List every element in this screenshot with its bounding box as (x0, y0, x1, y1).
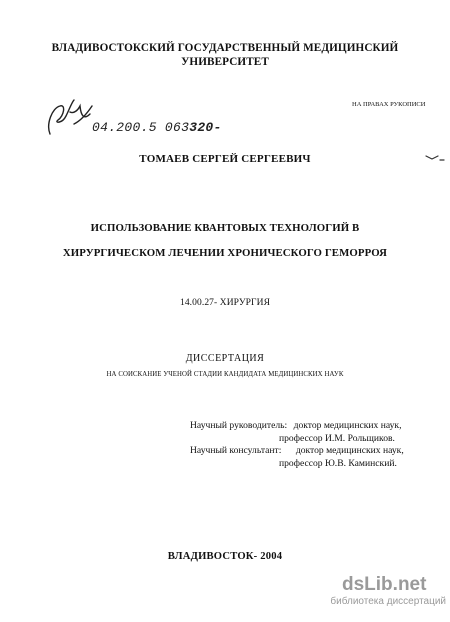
thesis-title-line-2: ХИРУРГИЧЕСКОМ ЛЕЧЕНИИ ХРОНИЧЕСКОГО ГЕМОРРОЯ (62, 247, 388, 259)
university-line-2: УНИВЕРСИТЕТ (181, 55, 269, 68)
advisor-row (190, 420, 404, 433)
thesis-title-line-1: ИСПОЛЬЗОВАНИЕ КВАНТОВЫХ ТЕХНОЛОГИЙ В (90, 222, 360, 234)
manuscript-note: НА ПРАВАХ РУКОПИСИ (352, 101, 426, 108)
dslib-watermark (330, 574, 446, 607)
city-year: ВЛАДИВОСТОК- 2004 (167, 551, 283, 562)
thesis-type: ДИССЕРТАЦИЯ (185, 353, 265, 364)
watermark-tagline: библиотека диссертаций (330, 596, 446, 607)
consultant-degree: доктор медицинских наук, (295, 445, 404, 456)
advisor-name: профессор И.М. Рольщиков. (279, 432, 395, 444)
stamp-code-tail: 320- (189, 120, 222, 135)
advisor-label: Научный руководитель: (190, 420, 288, 431)
supervisors-block (190, 420, 404, 470)
handwritten-signature-icon (44, 94, 96, 140)
advisor-degree: доктор медицинских наук, (293, 420, 402, 431)
specialty-code: 14.00.27- ХИРУРГИЯ (179, 298, 271, 308)
university-name (0, 42, 450, 69)
library-stamp (92, 120, 222, 135)
consultant-row (190, 445, 404, 458)
watermark-logo: dsLib.net (342, 574, 427, 595)
thesis-purpose: НА СОИСКАНИЕ УЧЕНОЙ СТАДИИ КАНДИДАТА МЕДИЦИНСКИХ НАУК (106, 371, 344, 378)
university-line-1: ВЛАДИВОСТОКСКИЙ ГОСУДАРСТВЕННЫЙ МЕДИЦИНСКИЙ (51, 42, 399, 54)
consultant-label: Научный консультант: (190, 445, 282, 456)
stamp-code: 04.200.5 063 (92, 120, 190, 135)
consultant-name: профессор Ю.В. Каминский. (279, 457, 397, 469)
author-name: ТОМАЕВ СЕРГЕЙ СЕРГЕЕВИЧ (139, 153, 311, 165)
